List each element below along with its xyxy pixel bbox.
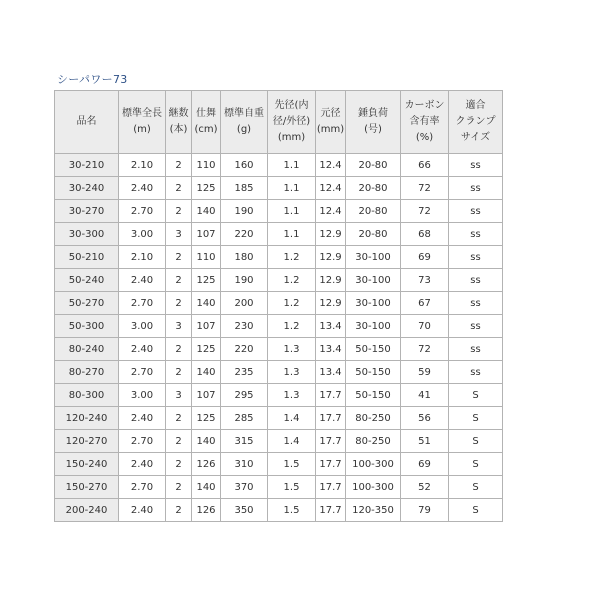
cell-clamp: S bbox=[449, 499, 503, 522]
product-name-cell: 120-240 bbox=[55, 407, 119, 430]
cell-weight: 190 bbox=[221, 269, 268, 292]
cell-tip: 1.1 bbox=[268, 154, 316, 177]
cell-carbon: 70 bbox=[401, 315, 449, 338]
table-header bbox=[55, 91, 503, 154]
cell-tip: 1.2 bbox=[268, 315, 316, 338]
table-row bbox=[55, 269, 503, 292]
cell-closed: 125 bbox=[192, 407, 221, 430]
cell-pieces: 2 bbox=[166, 407, 192, 430]
column-header-line: カーボン bbox=[404, 100, 445, 111]
cell-carbon: 56 bbox=[401, 407, 449, 430]
cell-butt: 13.4 bbox=[316, 361, 346, 384]
cell-butt: 17.7 bbox=[316, 384, 346, 407]
cell-butt: 12.4 bbox=[316, 154, 346, 177]
cell-butt: 12.9 bbox=[316, 223, 346, 246]
cell-clamp: ss bbox=[449, 338, 503, 361]
cell-length: 2.40 bbox=[119, 269, 166, 292]
cell-length: 2.40 bbox=[119, 338, 166, 361]
table-row bbox=[55, 200, 503, 223]
table-body bbox=[55, 154, 503, 522]
column-header-line: (mm) bbox=[277, 132, 306, 143]
table-row bbox=[55, 315, 503, 338]
cell-clamp: ss bbox=[449, 292, 503, 315]
cell-pieces: 2 bbox=[166, 292, 192, 315]
cell-pieces: 3 bbox=[166, 384, 192, 407]
cell-carbon: 52 bbox=[401, 476, 449, 499]
table-row bbox=[55, 154, 503, 177]
cell-weight: 315 bbox=[221, 430, 268, 453]
cell-tip: 1.3 bbox=[268, 361, 316, 384]
cell-length: 2.40 bbox=[119, 407, 166, 430]
column-header-line: 継数 bbox=[168, 108, 189, 119]
column-header-line: (%) bbox=[415, 132, 434, 143]
table-row bbox=[55, 476, 503, 499]
cell-closed: 140 bbox=[192, 430, 221, 453]
column-header-sinker bbox=[346, 91, 401, 154]
cell-length: 2.70 bbox=[119, 476, 166, 499]
cell-closed: 107 bbox=[192, 223, 221, 246]
cell-carbon: 66 bbox=[401, 154, 449, 177]
cell-tip: 1.1 bbox=[268, 223, 316, 246]
cell-closed: 107 bbox=[192, 384, 221, 407]
cell-carbon: 72 bbox=[401, 200, 449, 223]
column-header-line: サイズ bbox=[460, 132, 491, 143]
cell-sinker: 100-300 bbox=[346, 476, 401, 499]
product-name-cell: 120-270 bbox=[55, 430, 119, 453]
product-name-cell: 50-300 bbox=[55, 315, 119, 338]
cell-tip: 1.5 bbox=[268, 453, 316, 476]
cell-carbon: 59 bbox=[401, 361, 449, 384]
product-name-cell: 80-240 bbox=[55, 338, 119, 361]
column-header-line: 先径(内 bbox=[274, 100, 309, 111]
column-header-line: (本) bbox=[169, 124, 188, 135]
cell-weight: 370 bbox=[221, 476, 268, 499]
table-row bbox=[55, 177, 503, 200]
product-name-cell: 30-270 bbox=[55, 200, 119, 223]
product-name-cell: 150-240 bbox=[55, 453, 119, 476]
cell-clamp: S bbox=[449, 430, 503, 453]
cell-clamp: S bbox=[449, 407, 503, 430]
cell-pieces: 2 bbox=[166, 338, 192, 361]
table-row bbox=[55, 292, 503, 315]
cell-weight: 285 bbox=[221, 407, 268, 430]
cell-butt: 17.7 bbox=[316, 476, 346, 499]
column-header-line: (cm) bbox=[194, 124, 218, 135]
header-row bbox=[55, 91, 503, 154]
cell-sinker: 50-150 bbox=[346, 384, 401, 407]
cell-weight: 220 bbox=[221, 223, 268, 246]
cell-sinker: 30-100 bbox=[346, 246, 401, 269]
cell-sinker: 20-80 bbox=[346, 177, 401, 200]
table-row bbox=[55, 338, 503, 361]
cell-tip: 1.2 bbox=[268, 246, 316, 269]
cell-clamp: ss bbox=[449, 246, 503, 269]
cell-sinker: 120-350 bbox=[346, 499, 401, 522]
cell-clamp: S bbox=[449, 453, 503, 476]
column-header-line: 含有率 bbox=[409, 116, 440, 127]
cell-weight: 310 bbox=[221, 453, 268, 476]
table-row bbox=[55, 453, 503, 476]
column-header-length bbox=[119, 91, 166, 154]
cell-sinker: 20-80 bbox=[346, 223, 401, 246]
cell-butt: 12.4 bbox=[316, 177, 346, 200]
cell-clamp: ss bbox=[449, 200, 503, 223]
table-title: シーパワー73 bbox=[57, 73, 128, 86]
product-name-cell: 50-240 bbox=[55, 269, 119, 292]
column-header-line: 錘負荷 bbox=[358, 108, 388, 119]
table-row bbox=[55, 384, 503, 407]
column-header-line: 元径 bbox=[320, 108, 341, 119]
cell-sinker: 20-80 bbox=[346, 200, 401, 223]
cell-weight: 160 bbox=[221, 154, 268, 177]
cell-length: 3.00 bbox=[119, 315, 166, 338]
cell-weight: 230 bbox=[221, 315, 268, 338]
product-name-cell: 150-270 bbox=[55, 476, 119, 499]
column-header-tip bbox=[268, 91, 316, 154]
column-header-line: (号) bbox=[364, 124, 382, 135]
cell-clamp: ss bbox=[449, 154, 503, 177]
product-name-cell: 30-300 bbox=[55, 223, 119, 246]
cell-carbon: 72 bbox=[401, 177, 449, 200]
cell-clamp: ss bbox=[449, 177, 503, 200]
cell-weight: 350 bbox=[221, 499, 268, 522]
cell-clamp: S bbox=[449, 476, 503, 499]
column-header-weight bbox=[221, 91, 268, 154]
cell-carbon: 67 bbox=[401, 292, 449, 315]
cell-closed: 125 bbox=[192, 269, 221, 292]
cell-sinker: 80-250 bbox=[346, 430, 401, 453]
cell-weight: 190 bbox=[221, 200, 268, 223]
cell-tip: 1.1 bbox=[268, 177, 316, 200]
cell-pieces: 2 bbox=[166, 453, 192, 476]
cell-butt: 17.7 bbox=[316, 499, 346, 522]
cell-pieces: 3 bbox=[166, 223, 192, 246]
cell-pieces: 2 bbox=[166, 476, 192, 499]
column-header-line: (mm) bbox=[316, 124, 345, 135]
cell-pieces: 2 bbox=[166, 499, 192, 522]
cell-butt: 12.4 bbox=[316, 200, 346, 223]
cell-weight: 180 bbox=[221, 246, 268, 269]
cell-butt: 17.7 bbox=[316, 407, 346, 430]
cell-sinker: 30-100 bbox=[346, 269, 401, 292]
table-row bbox=[55, 361, 503, 384]
cell-closed: 140 bbox=[192, 292, 221, 315]
cell-tip: 1.2 bbox=[268, 269, 316, 292]
product-name-cell: 30-210 bbox=[55, 154, 119, 177]
column-header-closed bbox=[192, 91, 221, 154]
cell-sinker: 20-80 bbox=[346, 154, 401, 177]
cell-sinker: 50-150 bbox=[346, 361, 401, 384]
cell-length: 2.40 bbox=[119, 453, 166, 476]
cell-butt: 12.9 bbox=[316, 246, 346, 269]
cell-length: 2.40 bbox=[119, 499, 166, 522]
cell-length: 2.10 bbox=[119, 154, 166, 177]
cell-tip: 1.5 bbox=[268, 499, 316, 522]
column-header-pieces bbox=[166, 91, 192, 154]
product-name-cell: 200-240 bbox=[55, 499, 119, 522]
cell-pieces: 2 bbox=[166, 430, 192, 453]
cell-closed: 140 bbox=[192, 200, 221, 223]
cell-length: 2.70 bbox=[119, 430, 166, 453]
cell-sinker: 100-300 bbox=[346, 453, 401, 476]
cell-tip: 1.4 bbox=[268, 407, 316, 430]
cell-tip: 1.3 bbox=[268, 338, 316, 361]
cell-closed: 126 bbox=[192, 499, 221, 522]
cell-sinker: 80-250 bbox=[346, 407, 401, 430]
cell-clamp: S bbox=[449, 384, 503, 407]
cell-closed: 107 bbox=[192, 315, 221, 338]
cell-closed: 110 bbox=[192, 246, 221, 269]
cell-length: 2.10 bbox=[119, 246, 166, 269]
cell-closed: 125 bbox=[192, 177, 221, 200]
cell-tip: 1.5 bbox=[268, 476, 316, 499]
product-name-cell: 50-270 bbox=[55, 292, 119, 315]
product-name-cell: 80-300 bbox=[55, 384, 119, 407]
cell-butt: 13.4 bbox=[316, 338, 346, 361]
cell-length: 2.70 bbox=[119, 200, 166, 223]
cell-butt: 13.4 bbox=[316, 315, 346, 338]
cell-weight: 295 bbox=[221, 384, 268, 407]
table-row bbox=[55, 246, 503, 269]
cell-sinker: 50-150 bbox=[346, 338, 401, 361]
cell-carbon: 79 bbox=[401, 499, 449, 522]
cell-butt: 17.7 bbox=[316, 453, 346, 476]
cell-clamp: ss bbox=[449, 361, 503, 384]
column-header-line: 適合 bbox=[465, 100, 486, 111]
cell-closed: 126 bbox=[192, 453, 221, 476]
cell-butt: 12.9 bbox=[316, 269, 346, 292]
cell-closed: 140 bbox=[192, 476, 221, 499]
cell-carbon: 73 bbox=[401, 269, 449, 292]
column-header-line: 標準自重 bbox=[224, 108, 264, 119]
column-header-line: 品名 bbox=[76, 116, 97, 127]
column-header-carbon bbox=[401, 91, 449, 154]
column-header-line: クランプ bbox=[455, 116, 496, 127]
table-row bbox=[55, 407, 503, 430]
cell-weight: 185 bbox=[221, 177, 268, 200]
table-row bbox=[55, 430, 503, 453]
cell-clamp: ss bbox=[449, 269, 503, 292]
table-row bbox=[55, 223, 503, 246]
column-header-line: 仕舞 bbox=[196, 108, 216, 119]
cell-length: 2.40 bbox=[119, 177, 166, 200]
table-row bbox=[55, 499, 503, 522]
cell-length: 3.00 bbox=[119, 223, 166, 246]
cell-tip: 1.3 bbox=[268, 384, 316, 407]
column-header-line: 径/外径) bbox=[272, 116, 311, 127]
cell-tip: 1.2 bbox=[268, 292, 316, 315]
cell-carbon: 68 bbox=[401, 223, 449, 246]
cell-pieces: 2 bbox=[166, 269, 192, 292]
column-header-butt bbox=[316, 91, 346, 154]
cell-closed: 125 bbox=[192, 338, 221, 361]
cell-carbon: 41 bbox=[401, 384, 449, 407]
cell-sinker: 30-100 bbox=[346, 292, 401, 315]
cell-length: 2.70 bbox=[119, 361, 166, 384]
cell-tip: 1.1 bbox=[268, 200, 316, 223]
product-name-cell: 30-240 bbox=[55, 177, 119, 200]
cell-weight: 220 bbox=[221, 338, 268, 361]
cell-sinker: 30-100 bbox=[346, 315, 401, 338]
cell-carbon: 69 bbox=[401, 246, 449, 269]
cell-carbon: 69 bbox=[401, 453, 449, 476]
product-name-cell: 50-210 bbox=[55, 246, 119, 269]
cell-length: 3.00 bbox=[119, 384, 166, 407]
cell-pieces: 2 bbox=[166, 361, 192, 384]
cell-closed: 110 bbox=[192, 154, 221, 177]
cell-clamp: ss bbox=[449, 223, 503, 246]
spec-table bbox=[54, 90, 503, 522]
product-name-cell: 80-270 bbox=[55, 361, 119, 384]
cell-pieces: 2 bbox=[166, 200, 192, 223]
cell-closed: 140 bbox=[192, 361, 221, 384]
column-header-line: (m) bbox=[133, 124, 151, 135]
cell-pieces: 2 bbox=[166, 154, 192, 177]
column-header-line: 標準全長 bbox=[122, 108, 162, 119]
cell-carbon: 51 bbox=[401, 430, 449, 453]
cell-tip: 1.4 bbox=[268, 430, 316, 453]
cell-carbon: 72 bbox=[401, 338, 449, 361]
cell-pieces: 3 bbox=[166, 315, 192, 338]
cell-weight: 200 bbox=[221, 292, 268, 315]
cell-butt: 12.9 bbox=[316, 292, 346, 315]
column-header-line: (g) bbox=[236, 124, 252, 135]
cell-length: 2.70 bbox=[119, 292, 166, 315]
cell-weight: 235 bbox=[221, 361, 268, 384]
column-header-clamp bbox=[449, 91, 503, 154]
cell-clamp: ss bbox=[449, 315, 503, 338]
cell-pieces: 2 bbox=[166, 177, 192, 200]
cell-butt: 17.7 bbox=[316, 430, 346, 453]
cell-pieces: 2 bbox=[166, 246, 192, 269]
column-header-name bbox=[55, 91, 119, 154]
